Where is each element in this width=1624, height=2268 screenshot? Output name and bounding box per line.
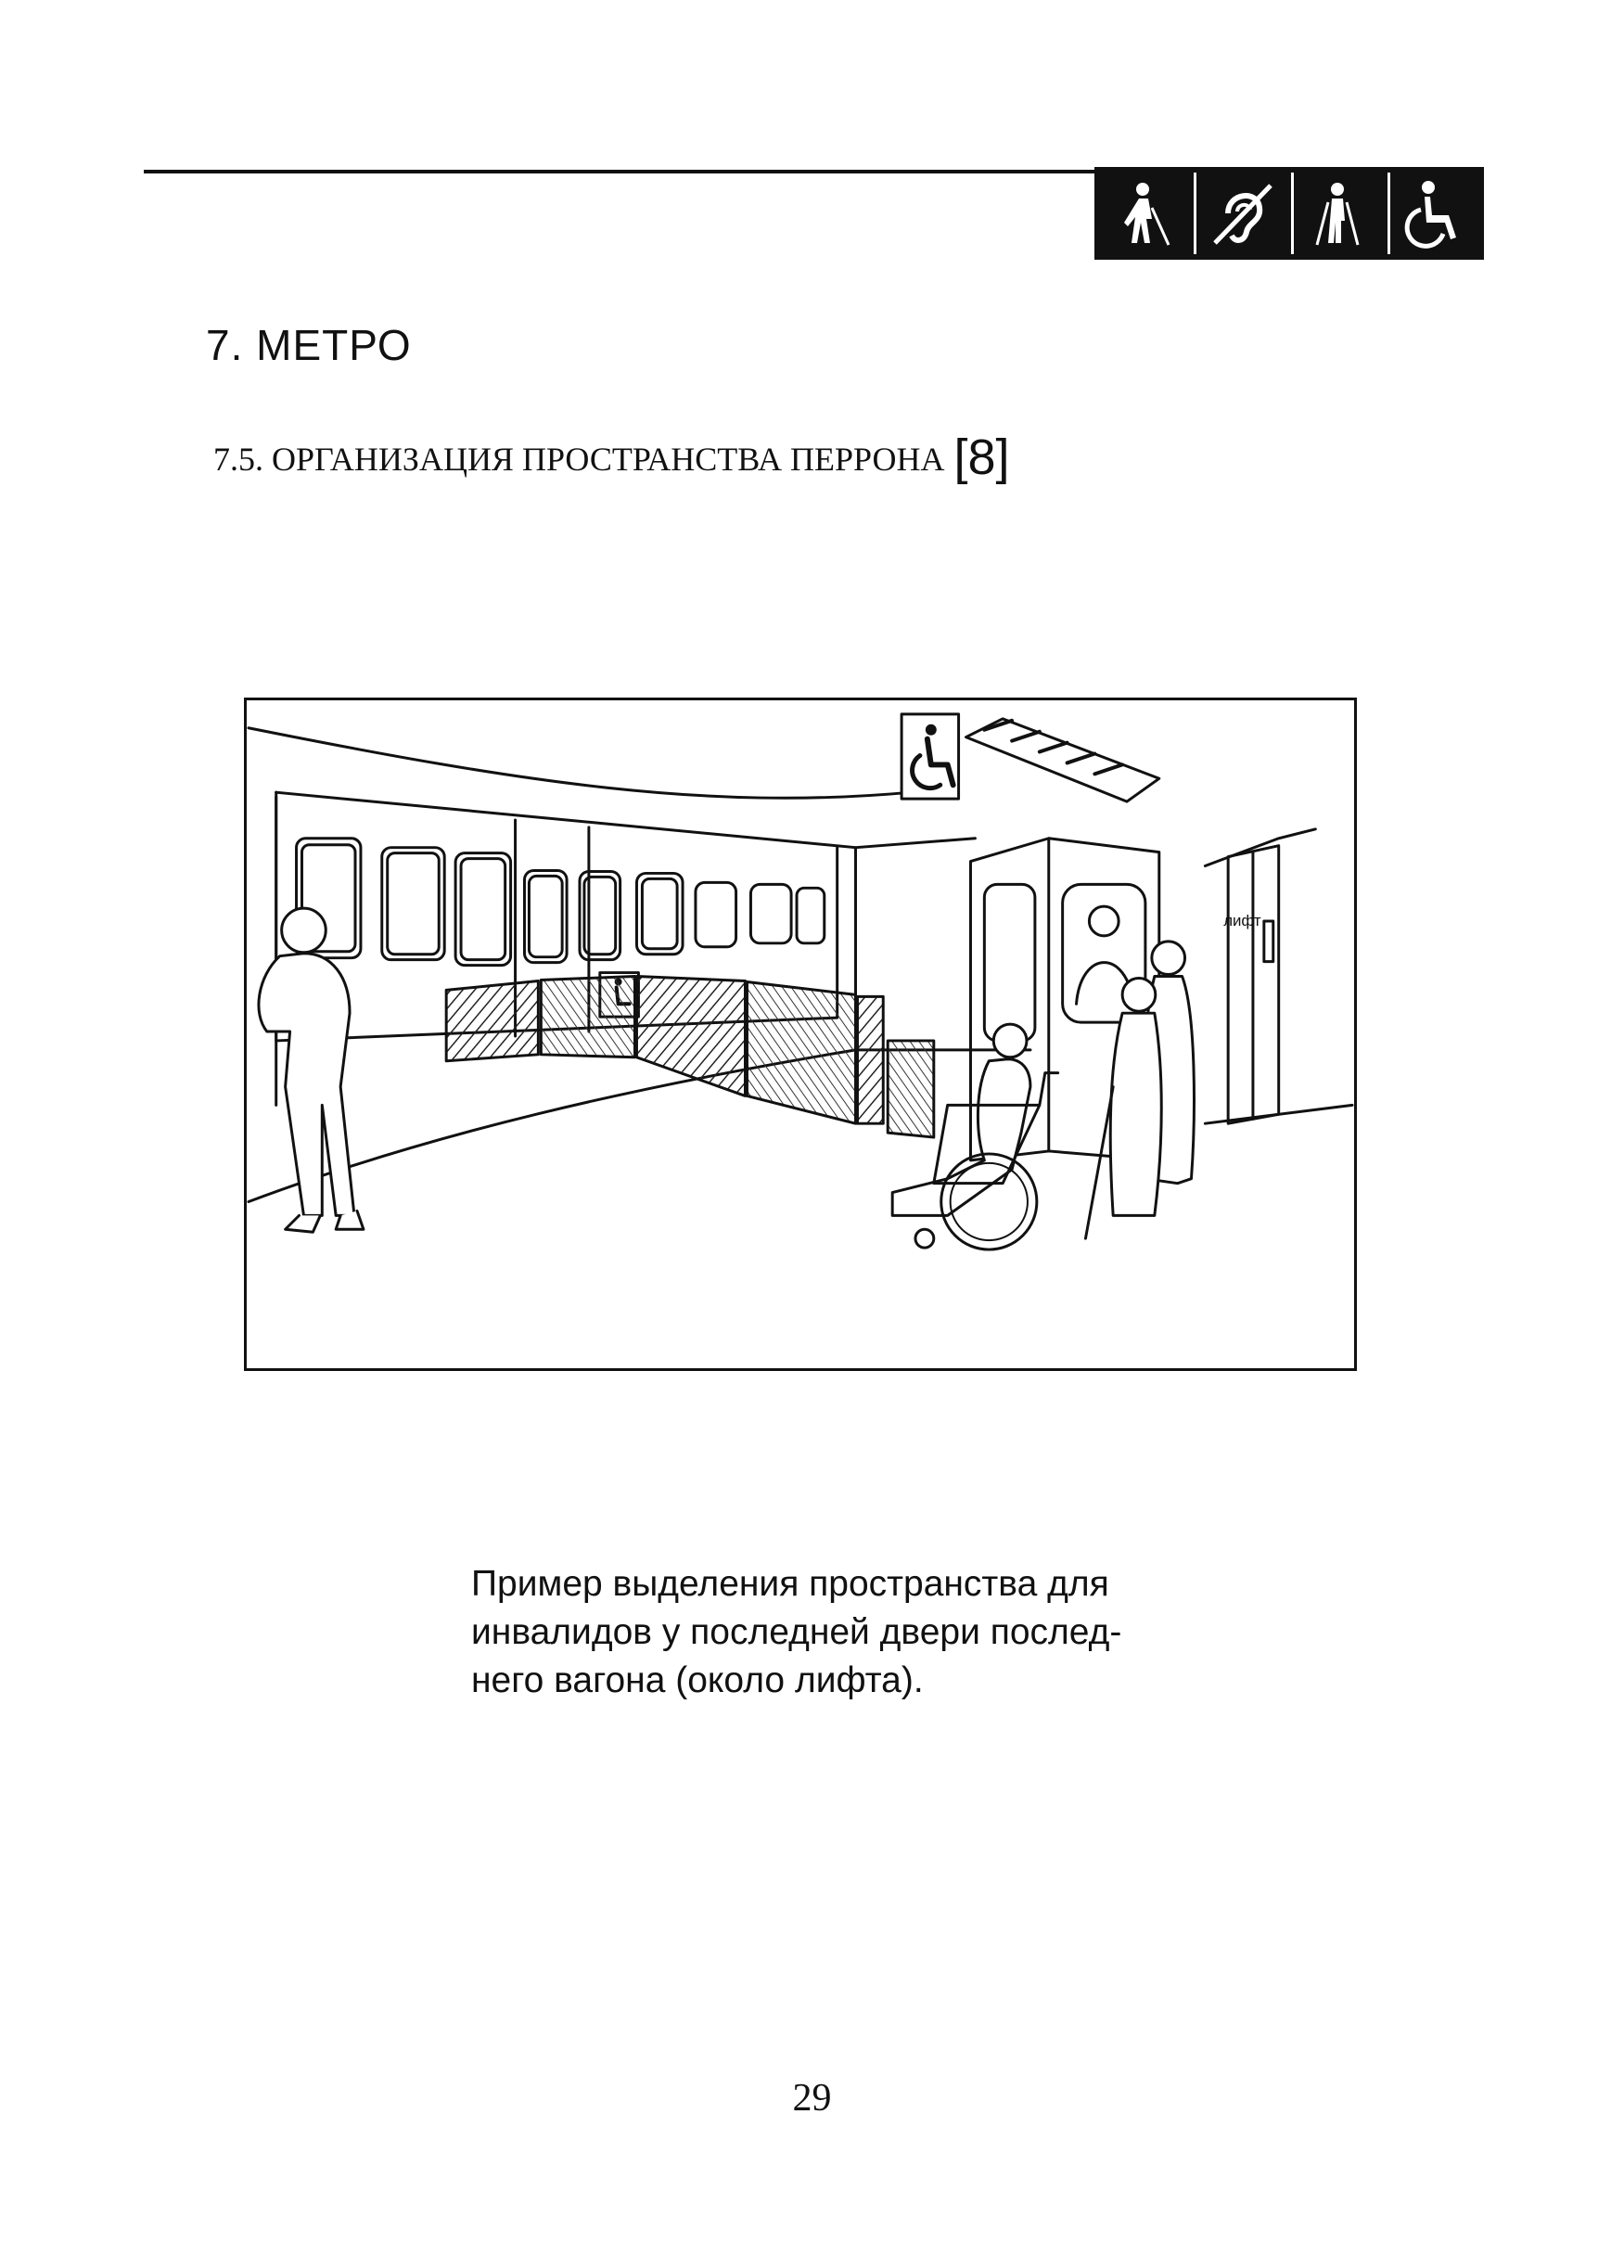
ceiling-sign [966,719,1159,801]
page-number: 29 [792,2077,832,2120]
accessibility-icon-strip [1094,167,1484,260]
section-title: 7.5. ОРГАНИЗАЦИЯ ПРОСТРАНСТВА ПЕРРОНА [213,441,945,478]
section-reference: [8] [953,429,1010,485]
hearing-impaired-icon [1194,173,1285,254]
lift-doors [1223,846,1279,1124]
caption-line: инвалидов у последней двери послед- [471,1612,1122,1652]
chapter-title: 7. МЕТРО [206,321,412,369]
ceiling-wheelchair-sign [902,714,958,799]
platform-barrier [446,977,934,1138]
caption-line: него вагона (около лифта). [471,1660,924,1700]
platform-illustration [244,698,1357,1371]
caption-line: Пример выделения пространства для [471,1564,1109,1604]
crutches-person-icon [1291,173,1382,254]
wheelchair-icon [1387,173,1478,254]
visually-impaired-pedestrians [1085,942,1194,1238]
figure-caption [471,1560,1213,1705]
lift-label: лифт [1223,911,1261,929]
header-rule [144,170,1099,173]
section-heading [213,429,1010,486]
blind-person-icon [1100,173,1188,254]
